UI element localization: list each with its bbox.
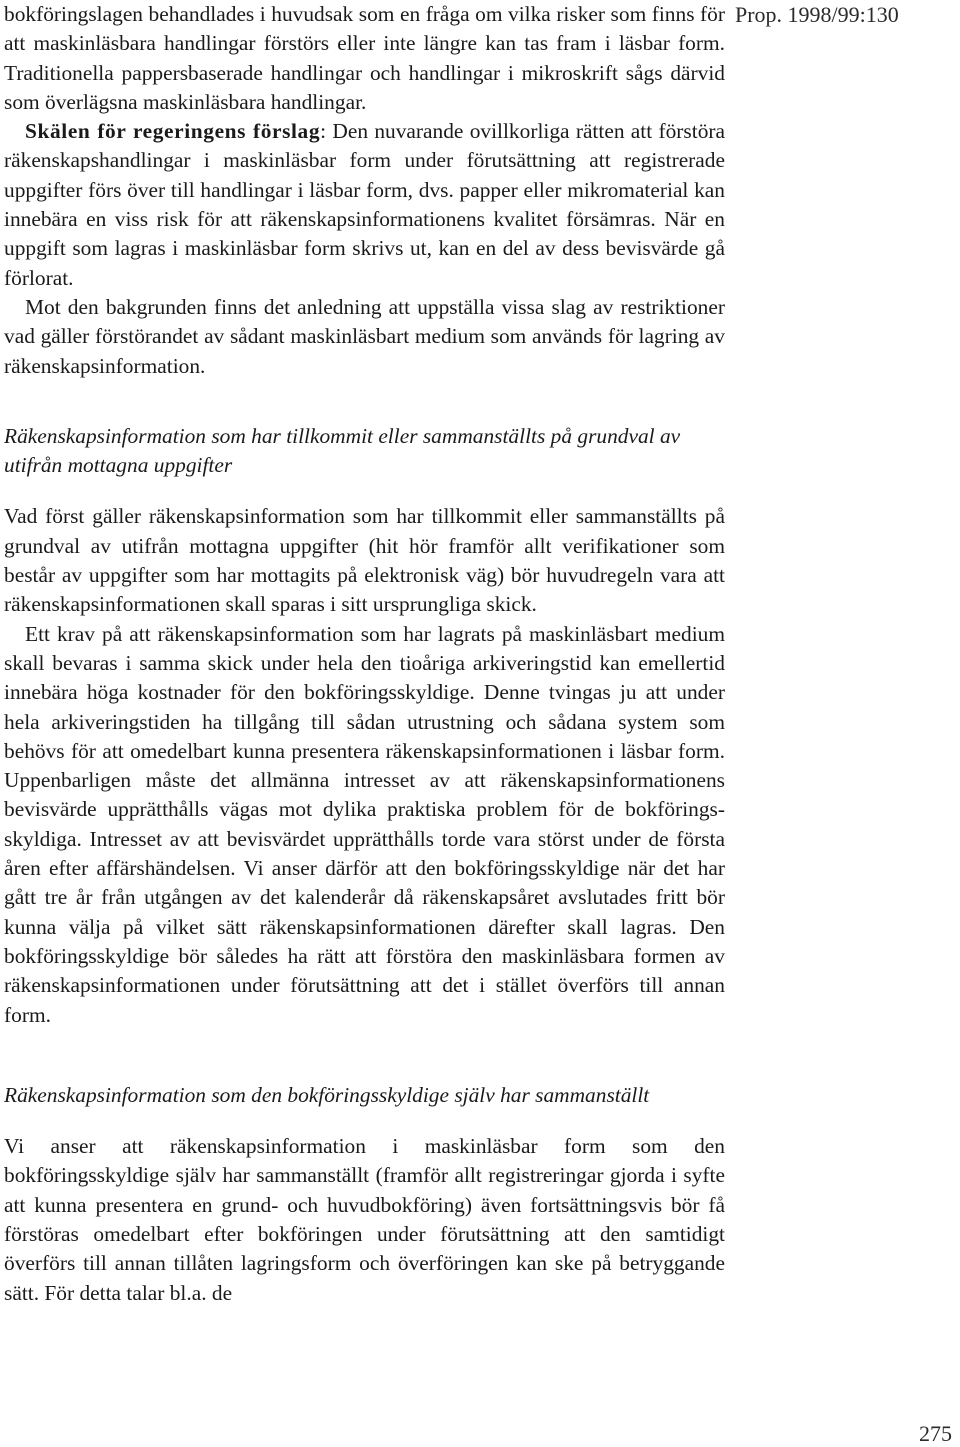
section-heading-received-information: Räkenskapsinformation som har tillkommit eller sammanställts på grundval av utifrån mottagna uppgifter [4,423,681,478]
document-body [4,0,725,1308]
reasons-lead-heading: Skälen för regeringens förslag [25,119,321,144]
section-heading-self-compiled-information: Räkenskapsinformation som den bokföringsskyldige själv har sammanställt [4,1082,650,1107]
proposition-reference: Prop. 1998/99:130 [735,2,899,27]
page-number: 275 [919,1421,952,1446]
paragraph-background: Mot den bakgrunden finns det anledning att uppställa vissa slag av restriktioner vad gäller förstörandet av sådant maskinläsbart medium som används för lagring av räkenskapsinformation. [4,294,725,378]
paragraph-main-rule: Vad först gäller räkenskapsinformation som har tillkommit eller sammanställts på grundval av utifrån mottagna uppgifter (hit hör framför allt verifikationer som består av uppgifter som har mottagits på elektronisk väg) bör huvudregeln vara att räkenskapsinformationen skall sparas i sitt ursprungliga skick. [4,504,725,617]
paragraph-intro: bokföringslagen behandlades i huvudsak som en fråga om vilka risker som finns för att maskinläsbara handlingar förstörs eller inte längre kan tas fram i läsbar form. Traditionella pappersbaserade handlingar och handlingar i mikroskrift sågs därvid som överlägsna maskinläsbara handlingar. [4,2,725,114]
reasons-body-text: : Den nuvarande ovillkorliga rätten att förstöra räkenskapshandlingar i maskinläsbar form under förutsättning att registrerade uppgifter förs över till handlingar i läsbar form, dvs. papper eller mikromaterial kan innebära en viss risk för att räkenskapsinformationens kvalitet försämras. När en uppgift som lagras i maskinläsbar form skrivs ut, kan en del av dess bevisvärde gå förlorat. [4,119,726,290]
paragraph-self-compiled: Vi anser att räkenskapsinformation i maskinläsbar form som den bokföringsskyldige själv har sammanställt (framför allt registreringar gjorda i syfte att kunna presentera en grund- och huvudbokföring) även fortsättningsvis bör få förstöras omedelbart efter bokföringen under förutsättning att den samtidigt överförs till annan tillåten lagringsform och överföringen kan ske på betryggande sätt. För detta talar bl.a. de [4,1134,725,1305]
paragraph-reasons [4,117,725,293]
paragraph-archiving-requirement: Ett krav på att räkenskapsinformation som har lagrats på maskinläsbart medium skall bevaras i samma skick under hela den tioåriga arkiveringstid kan emellertid innebära höga kostnader för den bokföringsskyldige. Denne tvingas ju att under hela arkiveringstiden ha tillgång till sådan utrustning och sådana system som behövs för att omedelbart kunna presentera räkenskapsinformationen i läsbar form. Uppenbarligen måste det allmänna intresset av att räkenskapsinformationens bevisvärde upprätthålls vägas mot dylika praktiska problem för de bokföringsskyldiga. Intresset av att bevisvärdet upprätthålls torde vara störst under de första åren efter affärshändelsen. Vi anser därför att den bokföringsskyldige när det har gått tre år från utgången av det kalenderår då räkenskapsåret avslutades fritt bör kunna välja på vilket sätt räkenskapsinformationen därefter skall lagras. Den bokföringsskyldige bör således ha rätt att förstöra den maskinläsbara formen av räkenskapsinformationen under förutsättning att det i stället överförs till annan form. [4,621,725,1027]
